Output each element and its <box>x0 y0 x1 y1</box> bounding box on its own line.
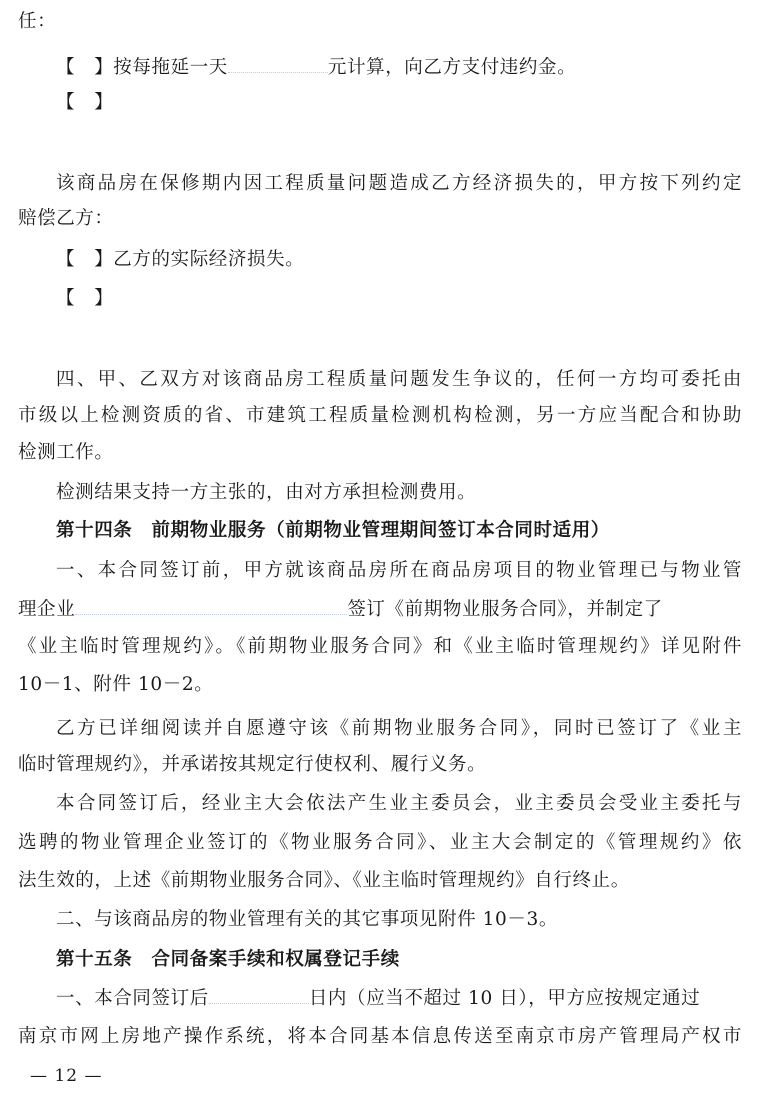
text-line-11: 检测结果支持一方主张的，由对方承担检测费用。 <box>56 482 477 503</box>
section-heading-14: 第十四条 前期物业服务（前期物业管理期间签订本合同时适用） <box>56 520 610 541</box>
text-line-24 <box>18 985 742 1013</box>
text-line-22: 二、与该商品房的物业管理有关的其它事项见附件 10－3。 <box>56 909 558 930</box>
text-fragment-tail: 日内（应当不超过 10 日），甲方应按规定通过 <box>308 988 701 1009</box>
text-line-15: 《业主临时管理规约》。《前期物业服务合同》和《业主临时管理规约》详见附件 <box>18 636 742 657</box>
text-line-7: 【 】 <box>56 288 114 309</box>
page-number: — 12 — <box>30 1066 103 1086</box>
text-line-6: 【 】乙方的实际经济损失。 <box>56 249 305 270</box>
text-line-18: 临时管理规约》，并承诺按其规定行使权利、履行义务。 <box>18 754 487 775</box>
text-line-8: 四、甲、乙双方对该商品房工程质量问题发生争议的，任何一方均可委托由 <box>56 369 742 390</box>
text-line-5: 赔偿乙方： <box>18 208 114 229</box>
text-line-2 <box>18 54 742 82</box>
text-line-4: 该商品房在保修期内因工程质量问题造成乙方经济损失的，甲方按下列约定 <box>56 173 742 194</box>
text-line-10: 检测工作。 <box>18 442 114 463</box>
text-line-9: 市级以上检测资质的省、市建筑工程质量检测机构检测，另一方应当配合和协助 <box>18 405 742 426</box>
text-line-19: 本合同签订后，经业主大会依法产生业主委员会，业主委员会受业主委托与 <box>56 793 742 814</box>
amount-blank-field[interactable] <box>228 54 328 73</box>
text-fragment: 一、本合同签订后 <box>56 988 209 1009</box>
text-line-14 <box>18 596 742 624</box>
text-line-1: 任： <box>18 11 57 32</box>
days-blank-field[interactable] <box>209 985 309 1004</box>
text-line-20: 选聘的物业管理企业签订的《物业服务合同》、业主大会制定的《管理规约》依 <box>18 832 742 853</box>
text-line-21: 法生效的，上述《前期物业服务合同》、《业主临时管理规约》自行终止。 <box>18 870 630 891</box>
text-line-25: 南京市网上房地产操作系统，将本合同基本信息传送至南京市房产管理局产权市 <box>18 1026 742 1047</box>
checkbox-option-text: 【 】按每拖延一天 <box>56 57 228 78</box>
section-heading-15: 第十五条 合同备案手续和权属登记手续 <box>56 949 400 970</box>
text-line-3: 【 】 <box>56 92 114 113</box>
text-fragment-tail: 签订《前期物业服务合同》，并制定了 <box>347 599 663 620</box>
text-line-16: 10－1、附件 10－2。 <box>18 674 214 695</box>
option-text-tail: 元计算，向乙方支付违约金。 <box>327 57 577 78</box>
text-line-17: 乙方已详细阅读并自愿遵守该《前期物业服务合同》，同时已签订了《业主 <box>56 718 742 739</box>
text-fragment: 理企业 <box>18 599 76 620</box>
property-company-blank-field[interactable] <box>75 596 347 615</box>
text-line-13: 一、本合同签订前，甲方就该商品房所在商品房项目的物业管理已与物业管 <box>56 560 742 581</box>
